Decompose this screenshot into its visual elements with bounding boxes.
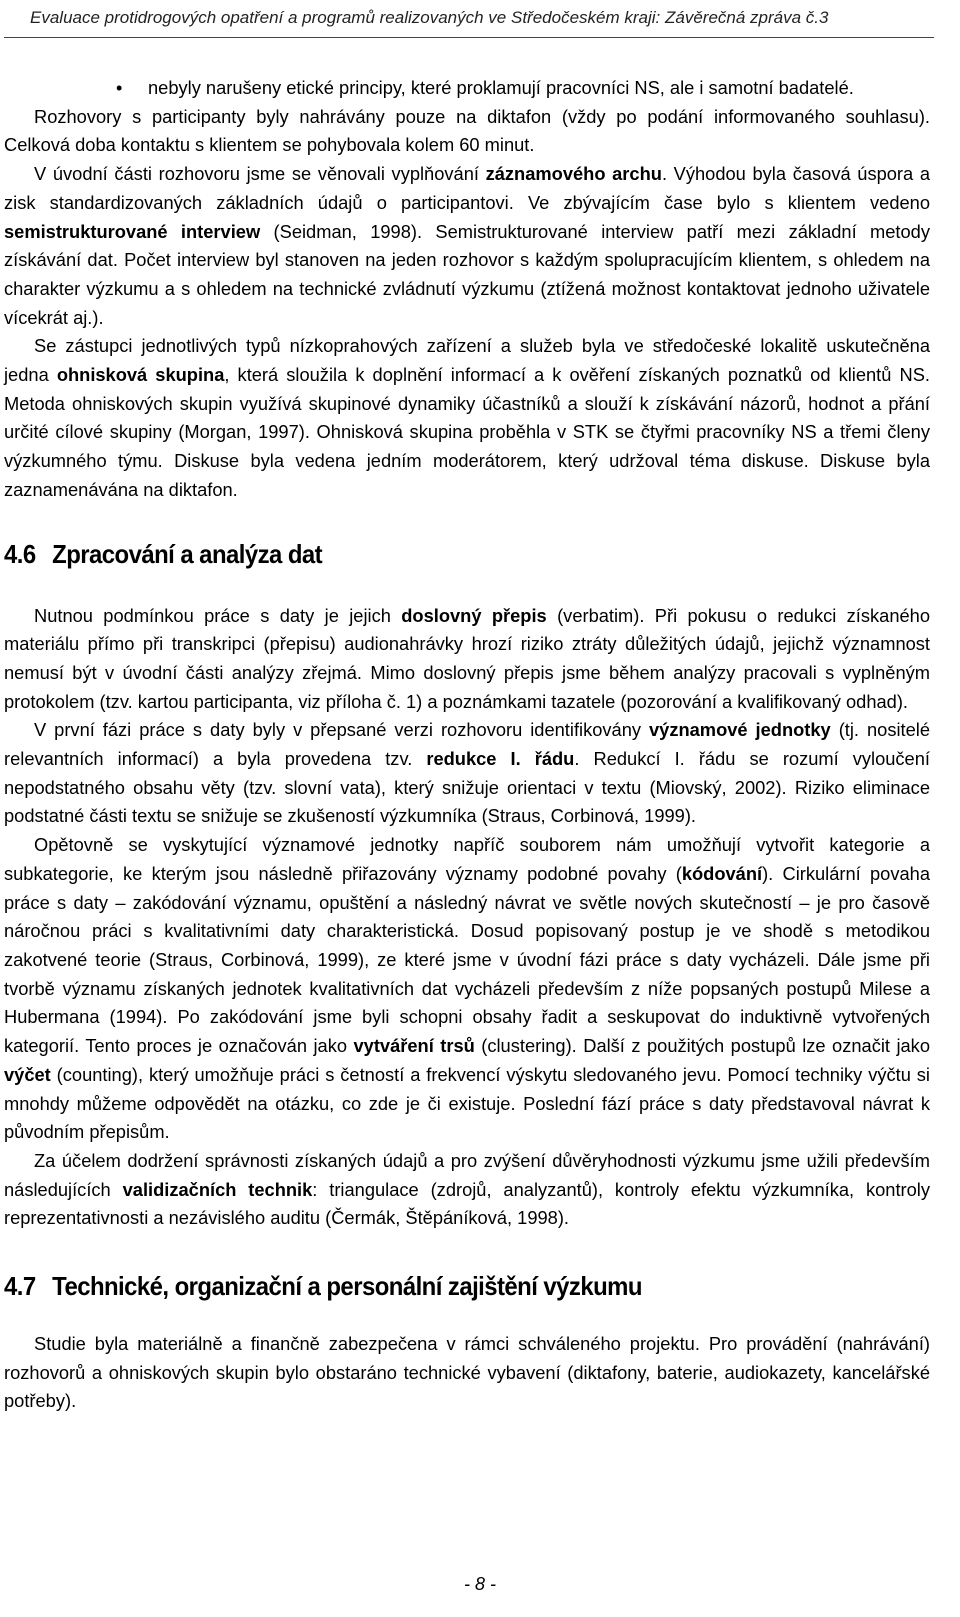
bullet-text: nebyly narušeny etické principy, které proklamují pracovníci NS, ale i samotní badatelé. (148, 77, 854, 98)
paragraph-text: . Výhodou byla časová úspora a zisk standardizovaných základních údajů o participantovi. Ve zbývajícím čase bylo s klientem vedeno (4, 163, 931, 213)
paragraph-technical-support (4, 1330, 930, 1416)
paragraph-coding (4, 831, 930, 1147)
paragraph-text: Za účelem dodržení správnosti získaných údajů a pro zvýšení důvěryhodnosti výzkumu jsme užili především následujících (4, 1149, 930, 1200)
paragraph-focus-group (4, 332, 930, 504)
section-number: 4.6 (4, 538, 36, 569)
paragraph-text: Se zástupci jednotlivých typů nízkoprahových zařízení a služeb byla ve středočeské lokalitě uskutečněna jedna (4, 335, 930, 386)
paragraph-text: (clustering). Další z použitých postupů lze označit jako (474, 1035, 930, 1057)
emphasis-term: výčet (4, 1063, 51, 1085)
bullet-item (4, 74, 930, 103)
emphasis-term: doslovný přepis (401, 604, 547, 626)
emphasis-term: významové jednotky (649, 719, 831, 741)
paragraph-text: (verbatim). Při pokusu o redukci získaného materiálu přímo při transkripci (přepisu) audionahrávky hrozí riziko ztráty důležitých údajů, jejichž významnost nemusí být v úvodní části analýzy zřejmá. Mimo doslovný přepis jsme během analýzy pracovali s vyplněným protokolem (tzv. kartou participanta, viz příloha č. 1) a poznámkami tazatele (pozorování a kvalifikovaný odhad). (4, 604, 930, 712)
paragraph-text: ). Cirkulární povaha práce s daty – zakódování významu, opuštění a následný návrat ve světle nových skutečností – je pro časově náročnou práci s kvalitativními daty charakteristická. Dosud popisovaný postup je ve shodě s metodikou zakotvené teorie (Straus, Corbinová, 1999), ze které jsme v úvodní fázi práce s daty vycházeli. Dále jsme při tvorbě významu získaných jednotek kvalitativních dat vycházeli především z níže popsaných postupů Milese a Hubermana (1994). Po zakódování jsme byli schopni obsahy řadit a seskupovat do induktivně vytvořených kategorií. Tento proces je označován jako (4, 862, 930, 1057)
paragraph-text: V první fázi práce s daty byly v přepsané verzi rozhovoru identifikovány (34, 719, 649, 741)
paragraph-interviews (4, 103, 930, 160)
paragraph-record-sheet (4, 160, 930, 332)
emphasis-term: kódování (681, 862, 763, 884)
paragraph-text: (counting), který umožňuje práci s četností a frekvencí výskytu sledovaného jevu. Pomocí techniky výčtu si mnohdy můžeme odpovědět na otázku, co zde je či existuje. Poslední fází práce s daty představoval návrat k původním přepisům. (4, 1063, 930, 1143)
paragraph-text: Opětovně se vyskytující významové jednotky napříč souborem nám umožňují vytvořit kategorie a subkategorie, ke kterým jsou následně přiřazovány významy podobné povahy ( (4, 834, 930, 884)
paragraph-validation (4, 1147, 930, 1233)
emphasis-term: semistrukturované interview (4, 220, 261, 242)
running-header: Evaluace protidrogových opatření a programů realizovaných ve Středočeském kraji: Závěrečná zpráva č.3 (30, 8, 829, 27)
paragraph-text: . Redukcí I. řádu se rozumí vyloučení nepodstatného obsahu věty (tzv. slovní vata), který snižuje orientaci v textu (Miovský, 2002). Riziko eliminace podstatné části textu se snižuje se zkušeností výzkumníka (Straus, Corbinová, 1999). (4, 748, 930, 827)
paragraph-text: Studie byla materiálně a finančně zabezpečena v rámci schváleného projektu. Pro provádění (nahrávání) rozhovorů a ohniskových skupin bylo obstaráno technické vybavení (diktafony, baterie, audiokazety, kancelářské potřeby). (4, 1333, 930, 1412)
emphasis-term: záznamového archu (485, 163, 662, 185)
paragraph-text: (Seidman, 1998). Semistrukturované interview patří mezi základní metody získávání dat. Počet interview byl stanoven na jeden rozhovor s každým spolupracujícím klientem, s ohledem na charakter výzkumu a s ohledem na technické zvládnutí výzkumu (ztížená možnost kontaktovat jednoho uživatele vícekrát aj.). (4, 220, 930, 328)
emphasis-term: vytváření trsů (353, 1035, 475, 1057)
section-number: 4.7 (4, 1271, 36, 1302)
section-title: Technické, organizační a personální zajištění výzkumu (52, 1271, 642, 1302)
paragraph-text: (tj. nositelé relevantních informací) a byla provedena tzv. (4, 719, 930, 770)
page-number: - 8 - (463, 1574, 496, 1594)
section-heading-4-7 (4, 1271, 856, 1302)
section-title: Zpracování a analýza dat (52, 538, 323, 569)
paragraph-text: Rozhovory s participanty byly nahrávány pouze na diktafon (vždy po podání informovaného souhlasu). Celková doba kontaktu s klientem se pohybovala kolem 60 minut. (4, 105, 930, 156)
paragraph-verbatim (4, 602, 930, 717)
paragraph-meaning-units (4, 716, 930, 831)
section-heading-4-6 (4, 539, 856, 570)
paragraph-text: : triangulace (zdrojů, analyzantů), kontroly efektu výzkumníka, kontroly reprezentativnosti a nezávislého auditu (Čermák, Štěpáníková, 1998). (4, 1178, 931, 1229)
paragraph-text: , která sloužila k doplnění informací a k ověření získaných poznatků od klientů NS. Metoda ohniskových skupin využívá skupinové dynamiky účastníků a slouží k získávání názorů, hodnot a přání určité cílové skupiny (Morgan, 1997). Ohnisková skupina proběhla v STK se čtyřmi pracovníky NS a třemi členy výzkumného týmu. Diskuse byla vedena jedním moderátorem, který udržoval téma diskuse. Diskuse byla zaznamenávána na diktafon. (4, 364, 930, 500)
paragraph-text: Nutnou podmínkou práce s daty je jejich (34, 604, 402, 626)
bullet-icon: • (116, 78, 123, 98)
emphasis-term: ohnisková skupina (56, 364, 225, 386)
document-body (4, 74, 930, 1416)
emphasis-term: validizačních technik (122, 1178, 313, 1200)
paragraph-text: V úvodní části rozhovoru jsme se věnovali vyplňování (34, 163, 486, 185)
emphasis-term: redukce I. řádu (426, 748, 575, 770)
header-divider (4, 37, 934, 38)
